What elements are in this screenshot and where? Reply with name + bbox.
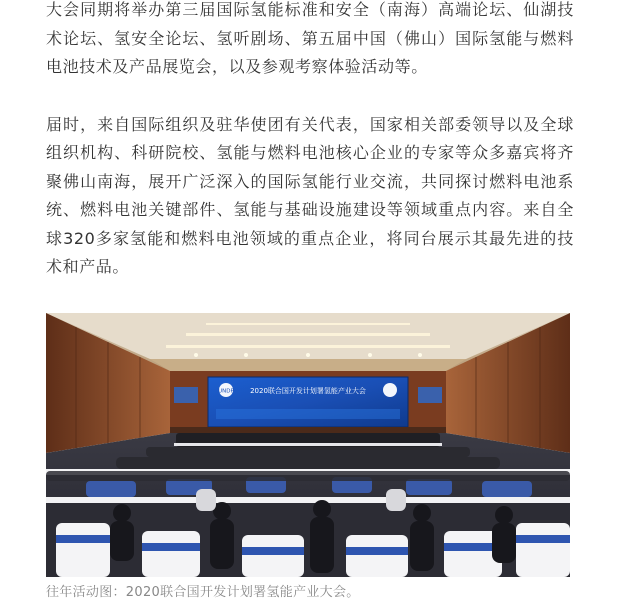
screen-title: 2020联合国开发计划署氢能产业大会 — [250, 387, 366, 395]
photo-caption: 往年活动图：2020联合国开发计划署氢能产业大会。 — [46, 585, 360, 600]
article-paragraph: 大会同期将举办第三届国际氢能标准和安全（南海）高端论坛、仙湖技术论坛、氢安全论坛、氢听剧场、第五届中国（佛山）国际氢能与燃料电池技术及产品展览会，以及参观考察体验活动等。 — [46, 0, 574, 76]
article-paragraph: 届时，来自国际组织及驻华使团有关代表，国家相关部委领导以及全球组织机构、科研院校、氢能与燃料电池核心企业的专家等众多嘉宾将齐聚佛山南海，展开广泛深入的国际氢能行业交流，共同探讨燃料电池系统、燃料电池关键部件、氢能与基础设施建设等领域重点内容。来自全球320多家氢能和燃料电池领域的重点企业，将同台展示其最先进的技术和产品。 — [46, 114, 574, 276]
stage-screen — [208, 377, 408, 427]
event-photo — [46, 313, 570, 577]
screen-logo: UNDP — [218, 388, 234, 395]
article-body — [46, 0, 574, 282]
